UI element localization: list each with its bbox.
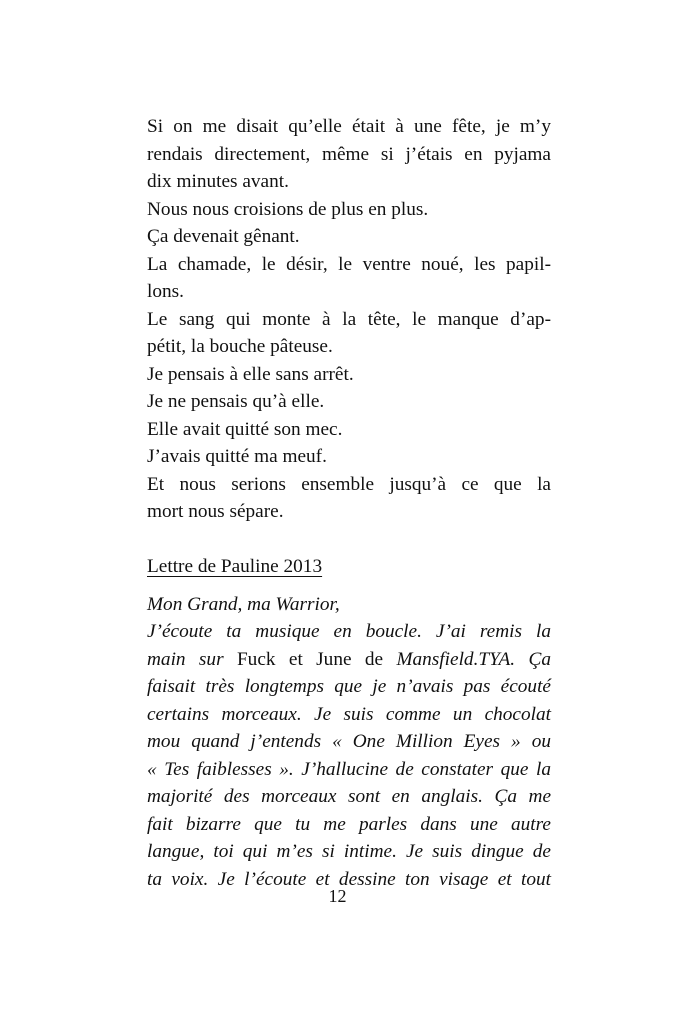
letter-text: et [275, 648, 317, 670]
letter-line: mou quand j’entends « One Million Eyes » ou [147, 731, 551, 752]
section-heading-line [147, 553, 551, 581]
letter-line [147, 646, 551, 674]
letter-line: fait bizarre que tu me parles dans une autre [147, 813, 551, 835]
narrative-line: lons. [147, 281, 184, 302]
letter-line: langue, toi qui m’es si intime. Je suis dingue de [147, 841, 551, 862]
section-spacer [147, 526, 551, 554]
narrative-line: rendais directement, même si j’étais en pyjama [147, 143, 551, 165]
letter-text: main sur [147, 648, 237, 670]
letter-line: faisait très longtemps que je n’avais pas écouté [147, 676, 551, 697]
narrative-line: dix minutes avant. [147, 171, 289, 192]
section-heading: Lettre de Pauline 2013 [147, 556, 323, 577]
song-title-june: June [316, 648, 352, 670]
letter-text: de [351, 648, 397, 670]
song-title-fuck: Fuck [236, 648, 276, 670]
letter-body [147, 591, 551, 894]
narrative-line: Et nous serions ensemble jusqu’à ce que la [147, 473, 551, 495]
narrative-line: Nous nous croisions de plus en plus. [147, 198, 429, 220]
letter-line: « Tes faiblesses ». J’hallucine de constater que la [147, 758, 551, 780]
section-spacer [147, 581, 551, 591]
letter-salutation: Mon Grand, ma Warrior, [147, 593, 340, 615]
narrative-line: Si on me disait qu’elle était à une fête, je m’y [147, 116, 551, 137]
narrative-line: La chamade, le désir, le ventre noué, les papil- [147, 253, 551, 275]
band-name: Mansfield.TYA [396, 648, 511, 670]
letter-line: majorité des morceaux sont en anglais. Ça me [147, 786, 551, 807]
narrative-line: pétit, la bouche pâteuse. [147, 336, 333, 357]
book-page-text [147, 113, 551, 893]
narrative-line: Ça devenait gênant. [147, 226, 300, 247]
page-number: 12 [328, 886, 347, 906]
letter-text: . Ça [510, 648, 551, 670]
letter-line: J’écoute ta musique en boucle. J’ai remis la [147, 621, 551, 642]
narrative-line: Elle avait quitté son mec. [147, 418, 343, 440]
letter-line: ta voix. Je l’écoute et dessine ton visage et tout [147, 868, 551, 890]
narrative-line: Le sang qui monte à la tête, le manque d’ap- [147, 308, 551, 330]
letter-line: certains morceaux. Je suis comme un chocolat [147, 703, 551, 725]
narrative-line: Je pensais à elle sans arrêt. [147, 363, 354, 385]
narrative-line: J’avais quitté ma meuf. [147, 446, 327, 467]
narrative-line: Je ne pensais qu’à elle. [147, 391, 325, 412]
narrative-line: mort nous sépare. [147, 501, 284, 522]
